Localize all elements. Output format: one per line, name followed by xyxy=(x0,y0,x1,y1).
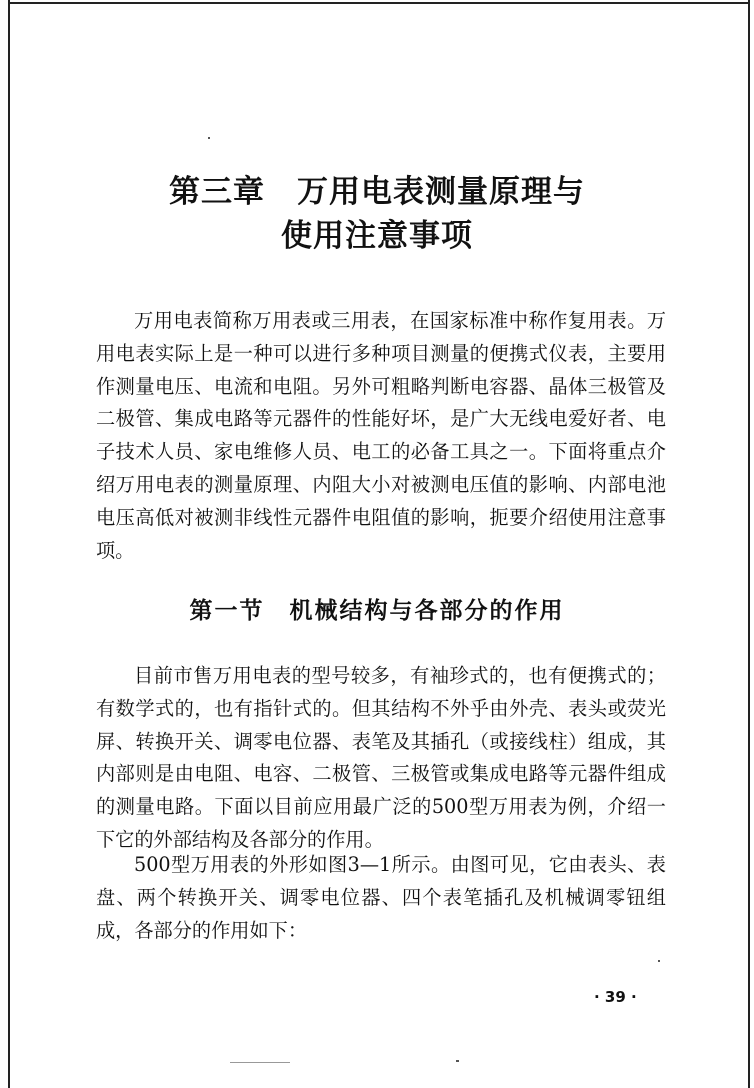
chapter-title-line-2: 使用注意事项 xyxy=(281,218,473,254)
scan-edge-left xyxy=(8,0,10,1088)
scan-edge-right xyxy=(748,0,750,1088)
section-paragraph-1: 目前市售万用电表的型号较多，有袖珍式的，也有便携式的；有数学式的，也有指针式的。但其结构不外乎由外壳、表头或荧光屏、转换开关、调零电位器、表笔及其插孔（或接线柱）组成，其内部则是由电阻、电容、二极管、三极管或集成电路等元器件组成的测量电路。下面以目前应用最广泛的500型万用表为例，介绍一下它的外部结构及各部分的作用。 xyxy=(96,664,666,851)
scan-edge-top xyxy=(8,2,750,4)
intro-paragraph: 万用电表简称万用表或三用表，在国家标准中称作复用表。万用电表实际上是一种可以进行多种项目测量的便携式仪表，主要用作测量电压、电流和电阻。另外可粗略判断电容器、晶体三极管及二极管、集成电路等元器件的性能好坏，是广大无线电爱好者、电子技术人员、家电维修人员、电工的必备工具之一。下面将重点介绍万用电表的测量原理、内阻大小对被测电压值的影响、内部电池电压高低对被测非线性元器件电阻值的影响，扼要介绍使用注意事项。 xyxy=(96,309,666,562)
section-paragraph-2: 500型万用表的外形如图3—1所示。由图可见，它由表头、表盘、两个转换开关、调零电位器、四个表笔插孔及机械调零钮组成，各部分的作用如下： xyxy=(96,853,666,942)
scan-speck xyxy=(208,137,210,139)
scan-speck xyxy=(230,1062,290,1063)
chapter-title-line-1: 第三章 万用电表测量原理与 xyxy=(169,174,585,210)
section-title: 第一节 机械结构与各部分的作用 xyxy=(189,597,565,624)
scan-speck xyxy=(456,1060,459,1062)
page-number: · 39 · xyxy=(594,988,637,1006)
scan-speck xyxy=(658,960,660,962)
